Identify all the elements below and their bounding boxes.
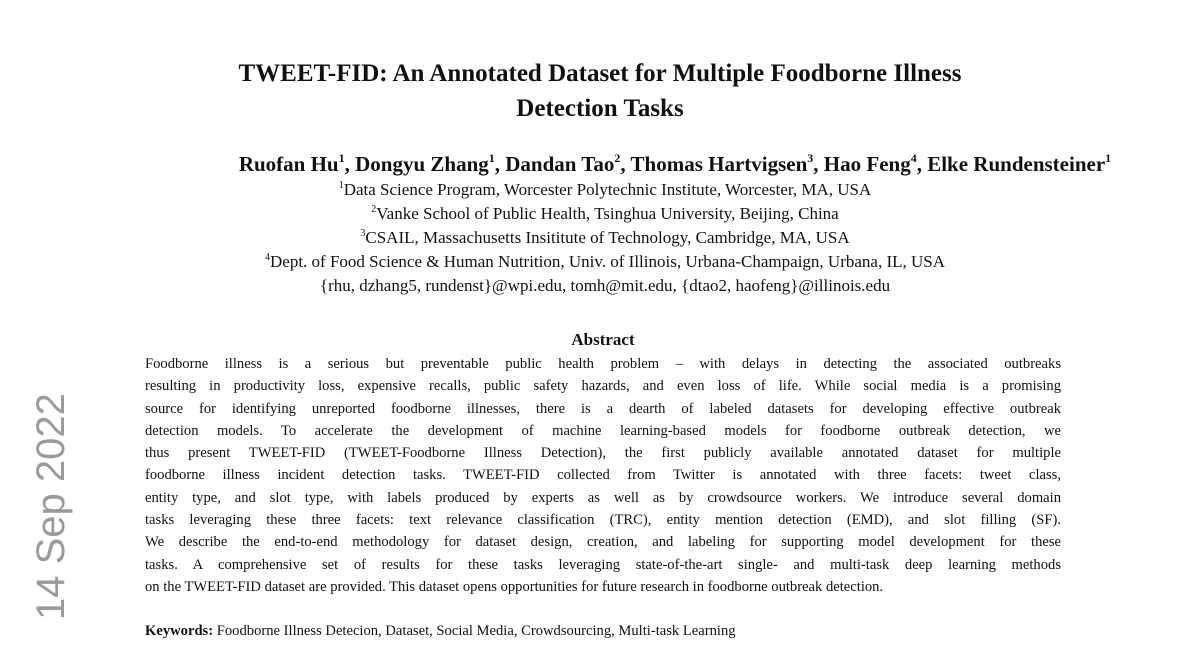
abstract-line: resulting in productivity loss, expensive recalls, public safety hazards, and even loss of life. While social media is a promising [145,378,1061,395]
author-affiliation-mark: 1 [488,151,495,165]
affiliation-text: Data Science Program, Worcester Polytechnic Institute, Worcester, MA, USA [343,180,872,199]
affiliation-list [150,178,1060,298]
abstract-line: detection models. To accelerate the development of machine learning-based models for foodborne outbreak detection, we [145,422,1061,439]
author-separator: , [620,152,631,176]
author-name: Hao Feng [823,152,911,176]
affiliation [150,250,1060,274]
title-line: Detection Tasks [516,95,684,122]
affiliation [150,202,1060,226]
abstract-heading: Abstract [571,330,635,349]
affiliation-number: 4 [265,252,270,263]
author-name: Dongyu Zhang [355,152,489,176]
author-affiliation-mark: 2 [614,151,621,165]
author-name: Ruofan Hu [238,152,339,176]
author-name: Thomas Hartvigsen [630,152,808,176]
author-separator: , [344,152,356,176]
author-name: Dandan Tao [505,152,615,176]
keywords-text: Foodborne Illness Detecion, Dataset, Social Media, Crowdsourcing, Multi-task Learning [216,623,736,639]
author-affiliation-mark: 1 [1105,151,1112,165]
abstract-line: tasks leveraging these three facets: text relevance classification (TRC), entity mention detection (EMD), and slot filling (SF). [145,512,1061,529]
affiliation [150,226,1060,250]
abstract-line: on the TWEET-FID dataset are provided. This dataset opens opportunities for future research in foodborne outbreak detection. [145,578,884,595]
title-line: TWEET-FID: An Annotated Dataset for Multiple Foodborne Illness [238,60,962,87]
affiliation-text: CSAIL, Massachusetts Insititute of Technology, Cambridge, MA, USA [365,228,850,247]
paper-title [150,56,1050,126]
abstract-line: entity type, and slot type, with labels produced by experts as well as by crowdsource workers. We introduce several domain [145,489,1061,506]
abstract-line: Foodborne illness is a serious but preventable public health problem – with delays in detecting the associated outbreaks [145,356,1061,372]
affiliation-number: 1 [338,180,344,191]
abstract-body [145,353,1061,598]
keywords-label: Keywords: [145,623,214,639]
affiliation-text: Vanke School of Public Health, Tsinghua University, Beijing, China [376,204,839,223]
author-separator: , [916,152,928,176]
author-affiliation-mark: 4 [910,151,917,165]
affiliation [150,178,1060,202]
author-affiliation-mark: 1 [338,151,345,165]
abstract-line: We describe the end-to-end methodology for dataset design, creation, and labeling for supporting model development for these [145,534,1061,551]
author-affiliation-mark: 3 [807,151,814,165]
abstract-line: thus present TWEET-FID (TWEET-Foodborne Illness Detection), the first publicly available annotated dataset for multiple [145,445,1061,462]
keywords [145,620,1061,642]
affiliation-text: Dept. of Food Science & Human Nutrition, Univ. of Illinois, Urbana-Champaign, Urbana, IL, USA [270,252,945,271]
author-emails: {rhu, dzhang5, rundenst}@wpi.edu, tomh@mit.edu, {dtao2, haofeng}@illinois.edu [319,276,891,295]
abstract-line: tasks. A comprehensive set of results for these tasks leveraging state-of-the-art single- and multi-task deep learning methods [145,556,1061,573]
abstract-line: foodborne illness incident detection tasks. TWEET-FID collected from Twitter is annotated with three facets: tweet class, [145,467,1061,484]
abstract-line: source for identifying unreported foodborne illnesses, there is a dearth of labeled datasets for developing effective outbreak [145,400,1061,417]
affiliation-number: 2 [371,204,377,215]
author-separator: , [494,152,506,176]
arxiv-date-stamp: 14 Sep 2022 [29,393,73,620]
author-name: Elke Rundensteiner [927,152,1106,176]
author-separator: , [813,152,824,176]
affiliation-number: 3 [360,228,366,239]
author-list [60,150,1200,178]
